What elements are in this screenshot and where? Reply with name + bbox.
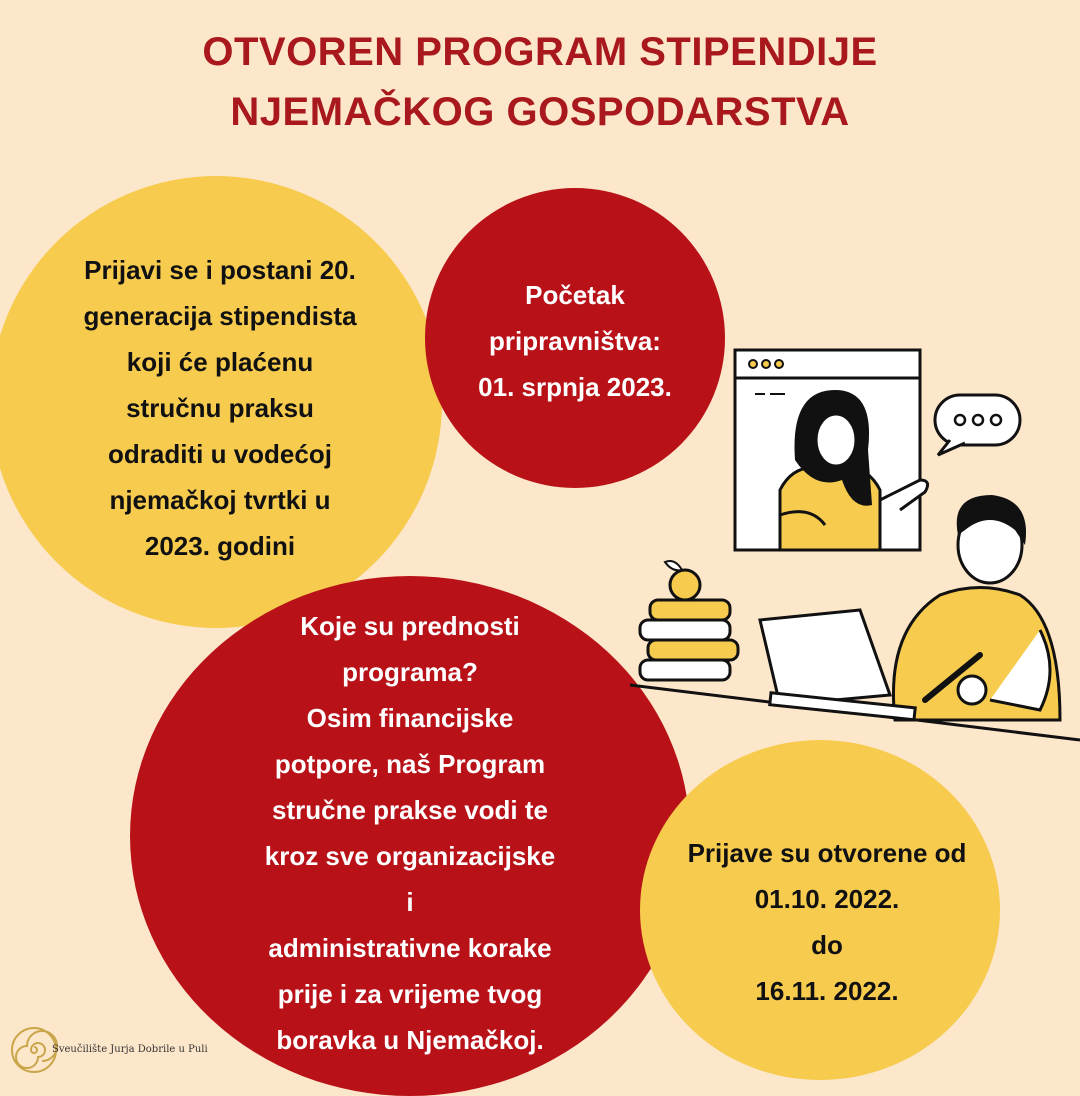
benefits-text <box>200 603 620 1063</box>
dates-line: 01.10. 2022. <box>754 884 900 914</box>
dates-line: do <box>811 930 843 960</box>
generation-line: Prijavi se i postani 20. <box>84 255 356 285</box>
online-meeting-illustration <box>620 330 1080 750</box>
start-line: Početak <box>525 280 625 310</box>
benefits-line: Koje su prednosti <box>300 611 520 641</box>
university-name: Sveučilište Jurja Dobrile u Puli <box>52 1044 208 1055</box>
start-line: 01. srpnja 2023. <box>478 372 672 402</box>
benefits-line: i <box>406 887 414 917</box>
generation-line: njemačkoj tvrtki u <box>109 485 331 515</box>
generation-line: stručnu praksu <box>126 393 314 423</box>
benefits-line: potpore, naš Program <box>274 749 546 779</box>
benefits-line: kroz sve organizacijske <box>264 841 556 871</box>
generation-line: generacija stipendista <box>83 301 357 331</box>
chat-bubble-icon <box>935 395 1020 455</box>
benefits-line: prije i za vrijeme tvog <box>277 979 543 1009</box>
title-line-2: NJEMAČKOG GOSPODARSTVA <box>230 90 850 134</box>
generation-line: 2023. godini <box>144 531 296 561</box>
page-title <box>0 22 1080 142</box>
benefits-line: administrativne korake <box>268 933 552 963</box>
benefits-line: programa? <box>342 657 478 687</box>
benefits-line: Osim financijske <box>306 703 514 733</box>
title-line-1: OTVOREN PROGRAM STIPENDIJE <box>202 30 878 74</box>
dates-line: Prijave su otvorene od <box>687 838 967 868</box>
video-call-window-icon <box>735 350 928 550</box>
dates-line: 16.11. 2022. <box>755 976 899 1006</box>
generation-text <box>10 247 430 569</box>
benefits-line: stručne prakse vodi te <box>272 795 548 825</box>
start-line: pripravništva: <box>489 326 661 356</box>
books-stack-icon <box>640 561 738 680</box>
generation-line: odraditi u vodećoj <box>108 439 332 469</box>
application-dates-text <box>640 830 1014 1014</box>
benefits-line: boravka u Njemačkoj. <box>276 1025 544 1055</box>
generation-line: koji će plaćenu <box>126 347 314 377</box>
laptop-icon <box>760 610 915 720</box>
